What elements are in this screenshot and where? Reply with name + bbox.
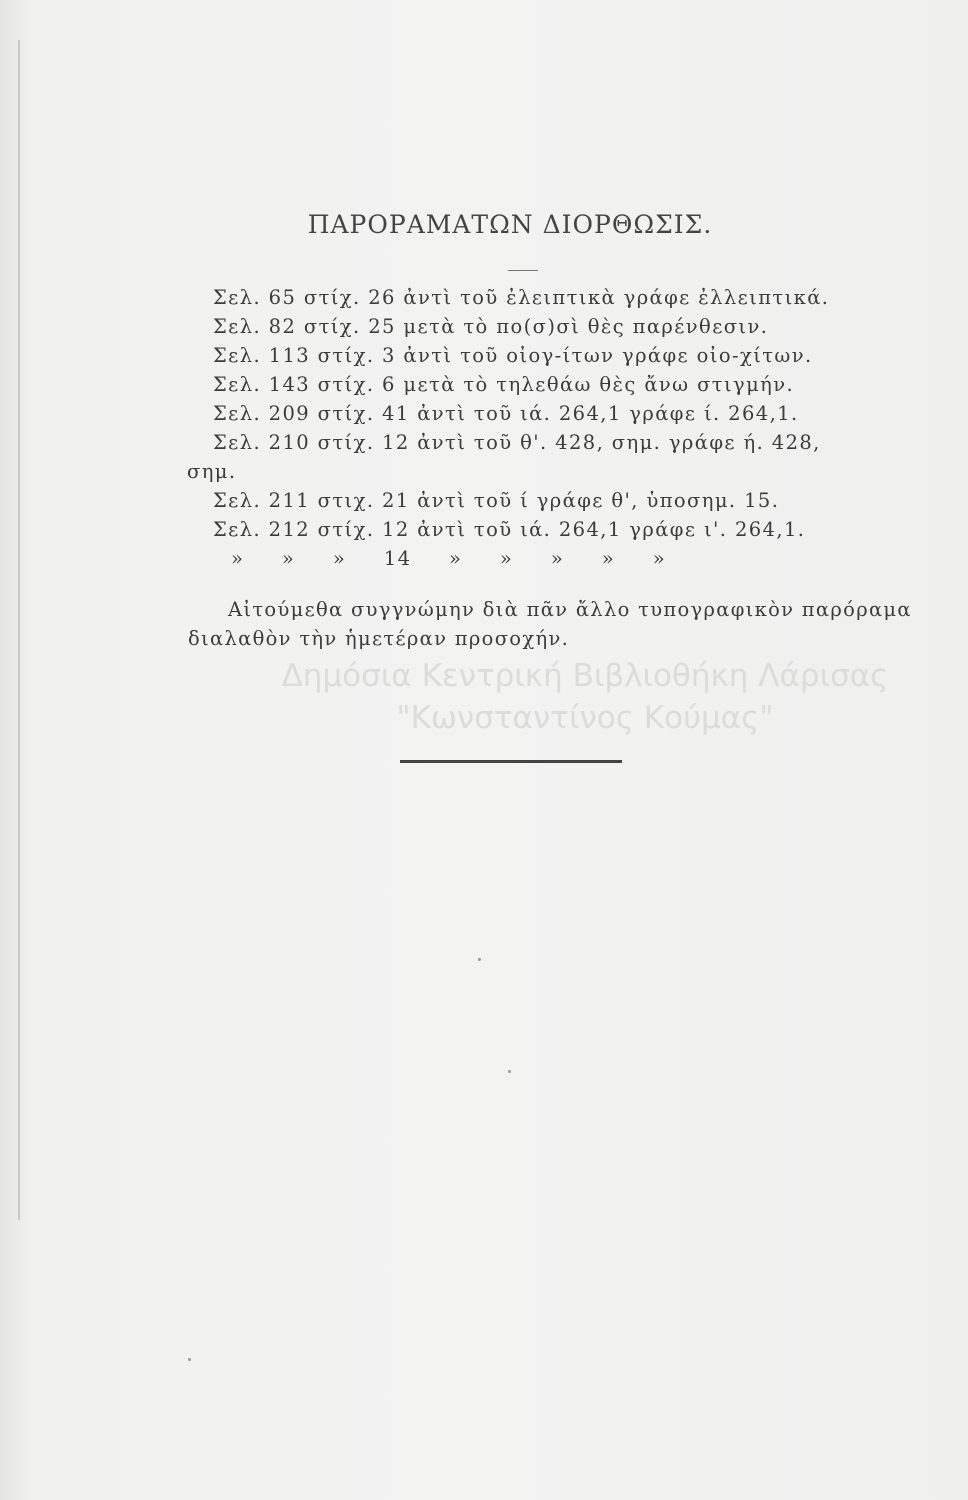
- print-speck: [188, 1358, 191, 1361]
- errata-list: [187, 283, 853, 573]
- end-divider: [400, 760, 622, 763]
- closing-note-line: διαλαθὸν τὴν ἡμετέραν προσοχήν.: [188, 627, 570, 650]
- watermark-line: "Κωνσταντίνος Κούμας": [396, 700, 774, 736]
- errata-line: Σελ. 65 στίχ. 26 ἀντὶ τοῦ ἐλειπτικὰ γράφε ἐλλειπτικά.: [213, 286, 830, 309]
- print-speck: [478, 958, 481, 961]
- errata-ditto-line: » » » 14 » » » » »: [231, 547, 667, 570]
- title-divider: [508, 270, 538, 271]
- print-speck: [508, 1070, 511, 1073]
- errata-line: Σελ. 143 στίχ. 6 μετὰ τὸ τηλεθάω θὲς ἄνω στιγμήν.: [213, 373, 795, 396]
- errata-line: Σελ. 211 στιχ. 21 ἀντὶ τοῦ ί γράφε θ', ὑποσημ. 15.: [213, 489, 780, 512]
- library-watermark: [150, 655, 968, 739]
- watermark-line: Δημόσια Κεντρική Βιβλιοθήκη Λάρισας: [281, 658, 889, 694]
- closing-note: [188, 595, 912, 653]
- errata-line: Σελ. 209 στίχ. 41 ἀντὶ τοῦ ιά. 264,1 γράφε ί. 264,1.: [213, 402, 799, 425]
- errata-line-continuation: σημ.: [187, 460, 237, 483]
- errata-line: Σελ. 113 στίχ. 3 ἀντὶ τοῦ οἰογ-ίτων γράφε οἰο-χίτων.: [213, 344, 813, 367]
- errata-line: Σελ. 212 στίχ. 12 ἀντὶ τοῦ ιά. 264,1 γράφε ι'. 264,1.: [213, 518, 806, 541]
- errata-line: Σελ. 82 στίχ. 25 μετὰ τὸ πο(σ)σὶ θὲς παρένθεσιν.: [213, 315, 769, 338]
- errata-line: Σελ. 210 στίχ. 12 ἀντὶ τοῦ θ'. 428, σημ. γράφε ή. 428,: [213, 431, 821, 454]
- page-title: ΠΑΡΟΡΑΜΑΤΩΝ ΔΙΟΡΘΩΣΙΣ.: [307, 210, 713, 239]
- closing-note-line: Αἰτούμεθα συγγνώμην διὰ πᾶν ἄλλο τυπογραφικὸν παρόραμα: [228, 598, 912, 621]
